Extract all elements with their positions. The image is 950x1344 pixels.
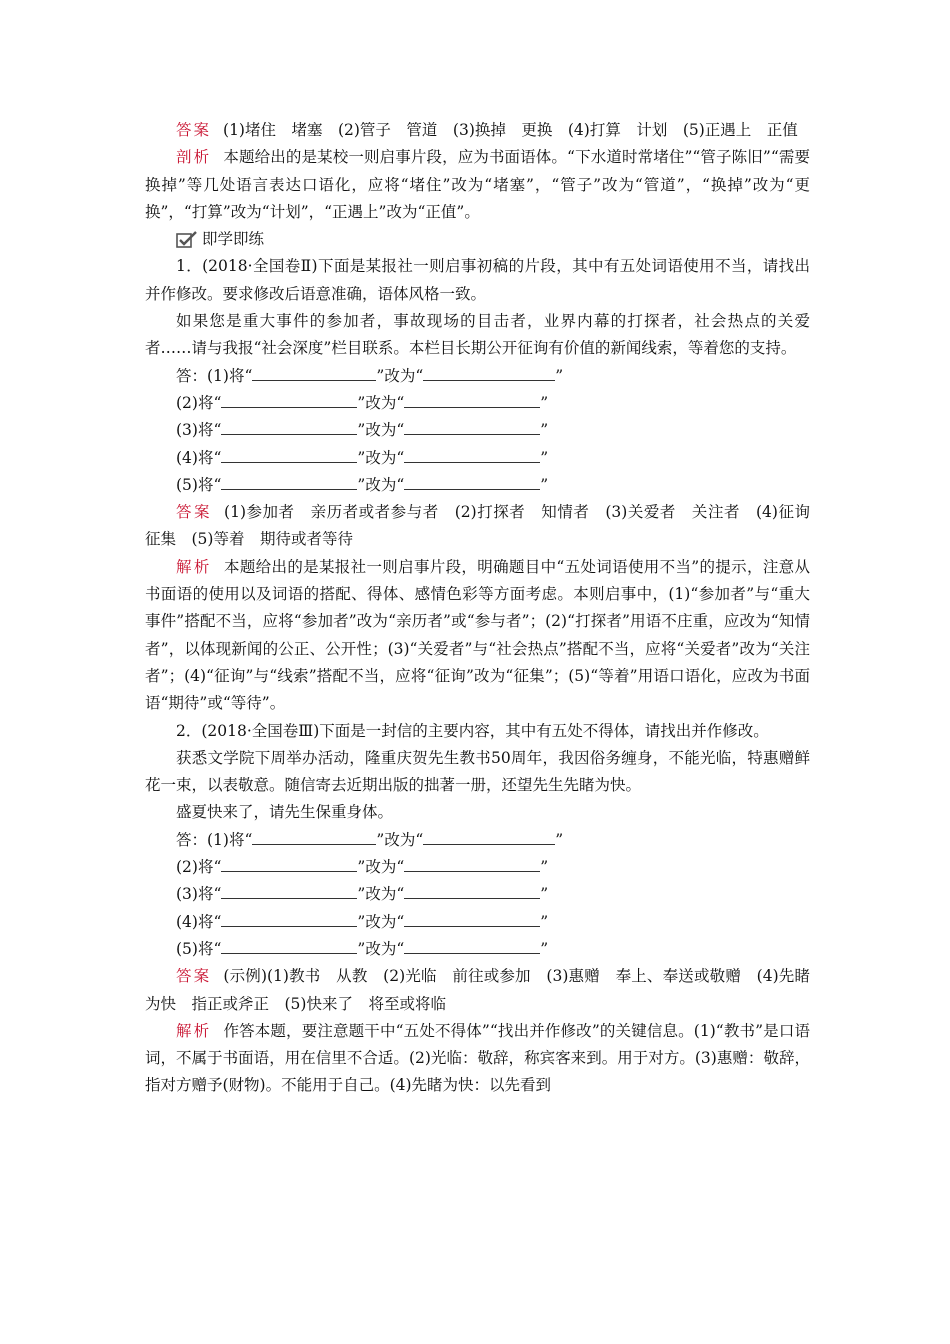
answer-label: 答案 bbox=[176, 503, 213, 522]
blank-field[interactable] bbox=[221, 939, 357, 954]
answer-text: (1)堵住 堵塞 (2)管子 管道 (3)换掉 更换 (4)打算 计划 (5)正遇上 正值 bbox=[223, 121, 798, 139]
answer-label: 答案 bbox=[176, 121, 212, 139]
question-1-fill-blanks bbox=[145, 363, 810, 499]
blank-field[interactable] bbox=[221, 420, 357, 435]
question-2-answer bbox=[145, 963, 810, 1018]
analysis-text: 本题给出的是某报社一则启事片段，明确题目中“五处词语使用不当”的提示，注意从书面语的使用以及词语的搭配、得体、感情色彩等方面考虑。本则启事中，(1)“参加者”与“重大事件”搭配不当，应将“参加者”改为“亲历者”或“参与者”；(2)“打探者”用语不庄重，应改为“知情者”，以体现新闻的公正、公开性；(3)“关爱者”与“社会热点”搭配不当，应将“关爱者”改为“关注者”；(4)“征询”与“线索”搭配不当，应将“征询”改为“征集”；(5)“等着”用语口语化，应改为书面语“期待”或“等待”。 bbox=[145, 557, 810, 713]
blank-field[interactable] bbox=[221, 448, 357, 463]
blank-field[interactable] bbox=[423, 830, 555, 845]
section-heading bbox=[145, 226, 810, 253]
fill-line: 答：(1)将“ ”改为“ ” bbox=[176, 366, 564, 385]
checkbox-icon bbox=[176, 231, 198, 249]
analysis-label: 解析 bbox=[176, 1021, 212, 1040]
question-2-stem: 2．(2018·全国卷Ⅲ)下面是一封信的主要内容，其中有五处不得体，请找出并作修改。 bbox=[176, 721, 769, 740]
answer-paragraph bbox=[145, 117, 810, 144]
fill-line: (5)将“ ”改为“ ” bbox=[176, 475, 549, 494]
question-2-fill-blanks bbox=[145, 827, 810, 963]
question-2-passage: 盛夏快来了，请先生保重身体。 bbox=[176, 803, 394, 822]
fill-line: (2)将“ ”改为“ ” bbox=[176, 393, 549, 412]
fill-line: (5)将“ ”改为“ ” bbox=[176, 939, 549, 958]
blank-field[interactable] bbox=[221, 393, 357, 408]
fill-line: 答：(1)将“ ”改为“ ” bbox=[176, 830, 564, 849]
fill-line: (2)将“ ”改为“ ” bbox=[176, 858, 549, 877]
question-1-stem: 1．(2018·全国卷Ⅱ)下面是某报社一则启事初稿的片段，其中有五处词语使用不当，请找出并作修改。要求修改后语意准确，语体风格一致。 bbox=[145, 257, 810, 303]
analysis-label: 解析 bbox=[176, 557, 212, 576]
fill-line: (4)将“ ”改为“ ” bbox=[176, 448, 549, 467]
analysis-label: 剖析 bbox=[176, 148, 212, 167]
blank-field[interactable] bbox=[252, 366, 376, 381]
blank-field[interactable] bbox=[221, 884, 357, 899]
blank-field[interactable] bbox=[404, 912, 540, 927]
question-2-passage: 获悉文学院下周举办活动，隆重庆贺先生教书50周年，我因俗务缠身，不能光临，特惠赠鲜花一束，以表敬意。随信寄去近期出版的拙著一册，还望先生先睹为快。 bbox=[145, 748, 810, 795]
document-page bbox=[145, 117, 826, 1100]
blank-field[interactable] bbox=[404, 420, 540, 435]
answer-label: 答案 bbox=[176, 967, 212, 986]
question-2-analysis bbox=[145, 1018, 810, 1100]
blank-field[interactable] bbox=[404, 475, 540, 490]
analysis-text: 本题给出的是某校一则启事片段，应为书面语体。“下水道时常堵住”“管子陈旧”“需要换掉”等几处语言表达口语化，应将“堵住”改为“堵塞”，“管子”改为“管道”，“换掉”改为“更换”，“打算”改为“计划”，“正遇上”改为“正值”。 bbox=[145, 148, 810, 221]
blank-field[interactable] bbox=[404, 857, 540, 872]
question-1-passage: 如果您是重大事件的参加者，事故现场的目击者，业界内幕的打探者，社会热点的关爱者……请与我报“社会深度”栏目联系。本栏目长期公开征询有价值的新闻线索，等着您的支持。 bbox=[145, 312, 810, 358]
analysis-paragraph bbox=[145, 144, 810, 226]
question-1-answer bbox=[145, 499, 826, 554]
fill-line: (3)将“ ”改为“ ” bbox=[176, 421, 549, 440]
blank-field[interactable] bbox=[404, 939, 540, 954]
fill-line: (3)将“ ”改为“ ” bbox=[176, 885, 549, 904]
blank-field[interactable] bbox=[404, 884, 540, 899]
blank-field[interactable] bbox=[221, 475, 357, 490]
analysis-text: 作答本题，要注意题干中“五处不得体”“找出并作修改”的关键信息。(1)“教书”是口语词，不属于书面语，用在信里不合适。(2)光临：敬辞，称宾客来到。用于对方。(3)惠赠：敬辞，指对方赠予(财物)。不能用于自己。(4)先睹为快：以先看到 bbox=[145, 1021, 810, 1095]
blank-field[interactable] bbox=[404, 448, 540, 463]
blank-field[interactable] bbox=[221, 857, 357, 872]
blank-field[interactable] bbox=[252, 830, 376, 845]
blank-field[interactable] bbox=[423, 366, 555, 381]
section-title: 即学即练 bbox=[202, 230, 265, 249]
answer-text: (1)参加者 亲历者或者参与者 (2)打探者 知情者 (3)关爱者 关注者 (4)征询 征集 (5)等着 期待或者等待 bbox=[145, 503, 826, 549]
answer-text: (示例)(1)教书 从教 (2)光临 前往或参加 (3)惠赠 奉上、奉送或敬赠 (4)先睹为快 指正或斧正 (5)快来了 将至或将临 bbox=[145, 967, 810, 1013]
blank-field[interactable] bbox=[404, 393, 540, 408]
question-1-analysis bbox=[145, 554, 810, 718]
fill-line: (4)将“ ”改为“ ” bbox=[176, 912, 549, 931]
blank-field[interactable] bbox=[221, 912, 357, 927]
